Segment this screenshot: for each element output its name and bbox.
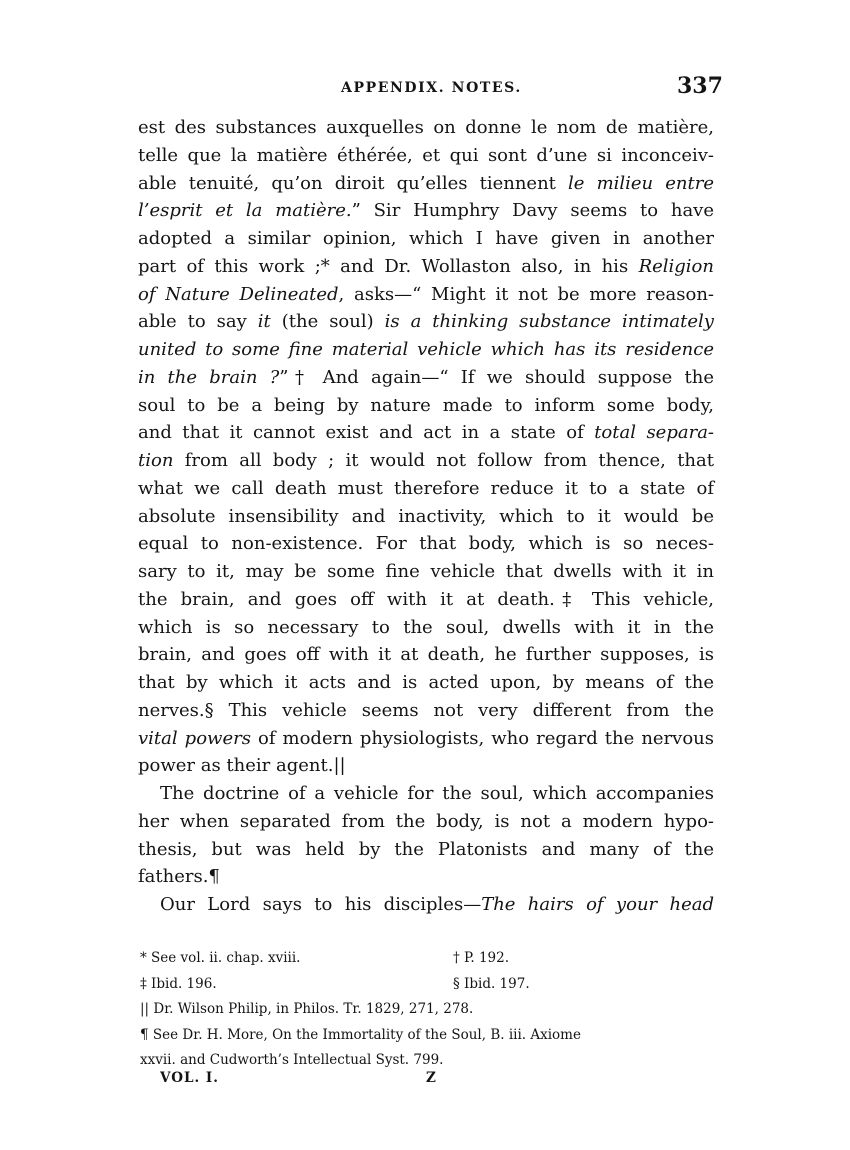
text-line: her when separated from the body, is not a modern hypo- — [138, 810, 714, 832]
footnotes — [140, 946, 720, 1074]
text-line: The doctrine of a vehicle for the soul, which accompanies — [160, 783, 714, 804]
text-line: est des substances auxquelles on donne le nom de matière, — [138, 117, 714, 138]
text-line: able to say it (the soul) is a thinking substance intimately — [138, 311, 714, 333]
page-number: 337 — [677, 73, 723, 99]
text-line: soul to be a being by nature made to inform some body, — [138, 394, 714, 416]
signature-mark: Z — [426, 1070, 437, 1086]
footnote-row — [140, 997, 720, 1023]
text-line: part of this work ;* and Dr. Wollaston also, in his Religion — [138, 255, 714, 277]
footnote: ¶ See Dr. H. More, On the Immortality of the Soul, B. iii. Axiome — [140, 1026, 581, 1043]
text-line: the brain, and goes off with it at death.‡ This vehicle, — [138, 588, 714, 610]
text-line: Our Lord says to his disciples—The hairs of your head — [160, 894, 714, 915]
text-line: that by which it acts and is acted upon, by means of the — [138, 672, 714, 693]
footnote: * See vol. ii. chap. xviii. — [140, 950, 301, 966]
text-line: equal to non-existence. For that body, which is so neces- — [138, 533, 714, 555]
body-text — [138, 114, 714, 919]
text-line: in the brain ?”† And again—“ If we should suppose the — [138, 366, 714, 388]
text-line: nerves.§ This vehicle seems not very different from the — [138, 699, 714, 721]
footnote: ‡ Ibid. 196. — [140, 975, 217, 992]
running-head-title: APPENDIX. NOTES. — [341, 80, 522, 96]
text-line: power as their agent.|| — [138, 755, 346, 777]
text-line: which is so necessary to the soul, dwells with it in the — [138, 616, 714, 638]
text-line: adopted a similar opinion, which I have given in another — [138, 228, 714, 249]
text-line: brain, and goes off with it at death, he further supposes, is — [138, 644, 714, 666]
footnote-row — [140, 972, 720, 998]
footnote-row — [140, 946, 720, 972]
text-line: fathers.¶ — [138, 866, 220, 888]
text-line: telle que la matière éthérée, et qui sont d’une si inconceiv- — [138, 144, 714, 166]
text-line: thesis, but was held by the Platonists and many of the — [138, 838, 714, 860]
text-line: absolute insensibility and inactivity, which to it would be — [138, 505, 714, 527]
text-line: united to some fine material vehicle which has its residence — [138, 339, 714, 360]
text-line: tion from all body ; it would not follow from thence, that — [138, 450, 714, 471]
text-line: vital powers of modern physiologists, who regard the nervous — [138, 727, 714, 749]
text-line: of Nature Delineated, asks—“ Might it not be more reason- — [138, 283, 714, 305]
volume-mark: VOL. I. — [160, 1070, 219, 1086]
footnote: || Dr. Wilson Philip, in Philos. Tr. 1829, 271, 278. — [140, 1001, 474, 1017]
text-line: sary to it, may be some fine vehicle that dwells with it in — [138, 561, 714, 582]
text-line: and that it cannot exist and act in a state of total separa- — [138, 422, 715, 444]
footnote: § Ibid. 197. — [453, 975, 530, 992]
text-line: able tenuité, qu’on diroit qu’elles tiennent le milieu entre — [138, 172, 715, 194]
footnote-continuation: xxvii. and Cudworth’s Intellectual Syst. 799. — [140, 1052, 444, 1068]
running-head — [0, 72, 850, 102]
signature-line — [160, 1070, 580, 1094]
text-line: what we call death must therefore reduce it to a state of — [138, 477, 714, 499]
footnote: † P. 192. — [453, 950, 510, 966]
text-line: l’esprit et la matière.” Sir Humphry Davy seems to have — [138, 200, 714, 222]
footnote-row — [140, 1023, 720, 1049]
